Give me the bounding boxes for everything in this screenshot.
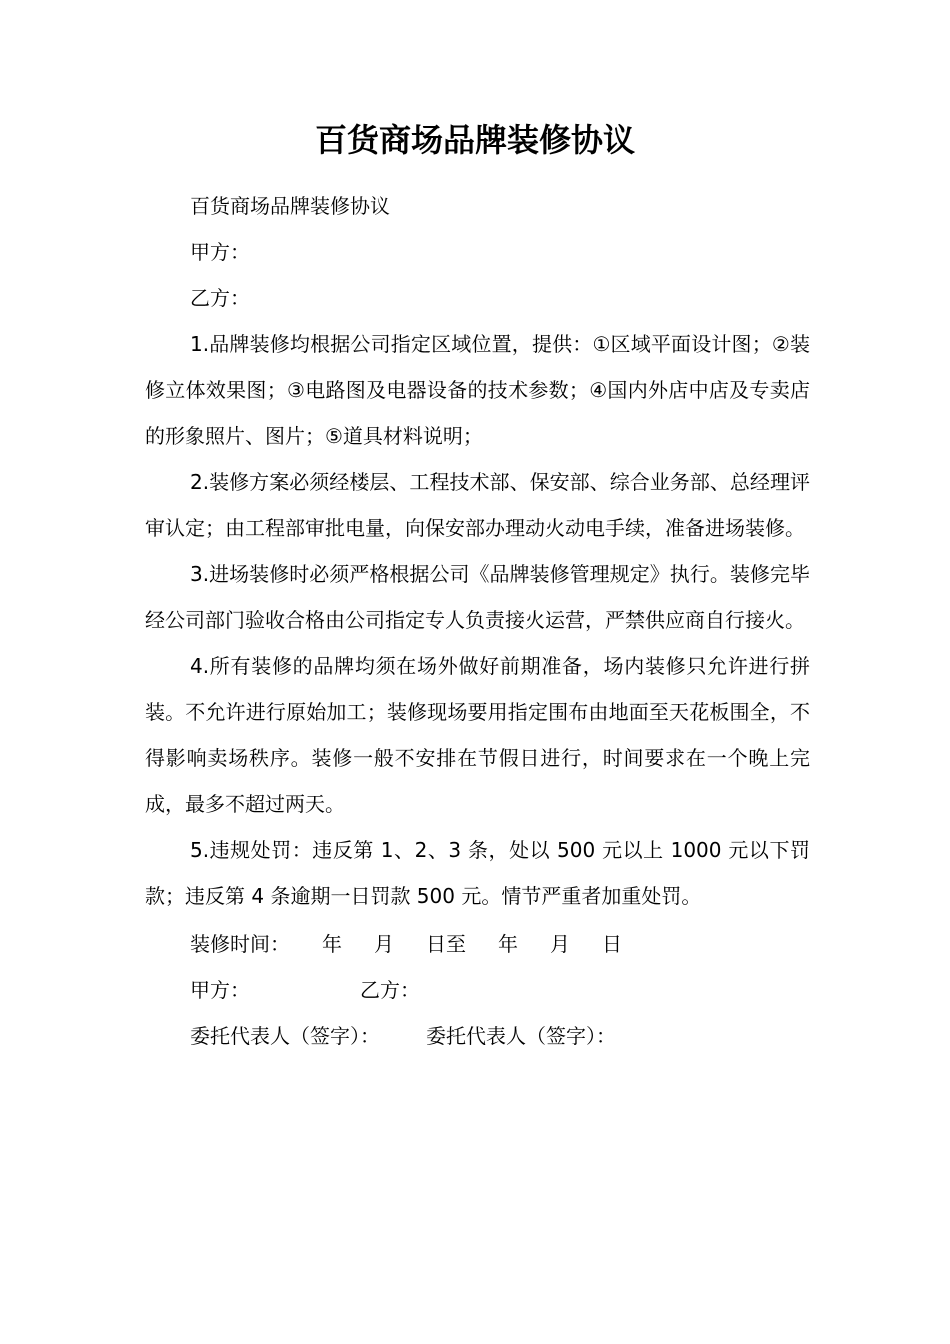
year-field-1: 年 — [322, 932, 342, 956]
decoration-time-label: 装修时间： — [190, 932, 290, 956]
document-subtitle: 百货商场品牌装修协议 — [190, 194, 390, 218]
decoration-time-line — [145, 921, 810, 967]
party-b-label: 乙方： — [190, 286, 250, 310]
sign-rep-a: 委托代表人（签字）： — [190, 1024, 380, 1048]
day-to-field: 日至 — [426, 932, 466, 956]
document-body — [145, 183, 810, 1059]
sign-party-a: 甲方： — [190, 978, 250, 1002]
year-field-2: 年 — [498, 932, 518, 956]
clause-1: 1.品牌装修均根据公司指定区域位置，提供：①区域平面设计图；②装修立体效果图；③电路图及电器设备的技术参数；④国内外店中店及专卖店的形象照片、图片；⑤道具材料说明； — [145, 332, 810, 448]
sign-party-b: 乙方： — [360, 978, 420, 1002]
day-field-2: 日 — [602, 932, 622, 956]
document-title: 百货商场品牌装修协议 — [314, 121, 635, 159]
sign-reps-line — [145, 1013, 810, 1059]
sign-parties-line — [145, 967, 810, 1013]
clause-2: 2.装修方案必须经楼层、工程技术部、保安部、综合业务部、总经理评审认定；由工程部审批电量，向保安部办理动火动电手续，准备进场装修。 — [145, 470, 810, 540]
clause-5: 5.违规处罚：违反第 1、2、3 条，处以 500 元以上 1000 元以下罚款；违反第 4 条逾期一日罚款 500 元。情节严重者加重处罚。 — [145, 838, 810, 908]
clause-3: 3.进场装修时必须严格根据公司《品牌装修管理规定》执行。装修完毕经公司部门验收合格由公司指定专人负责接火运营，严禁供应商自行接火。 — [145, 562, 810, 632]
party-a-label: 甲方： — [190, 240, 250, 264]
clause-4: 4.所有装修的品牌均须在场外做好前期准备，场内装修只允许进行拼装。不允许进行原始加工；装修现场要用指定围布由地面至天花板围全，不得影响卖场秩序。装修一般不安排在节假日进行，时间要求在一个晚上完成，最多不超过两天。 — [145, 654, 810, 816]
sign-rep-b: 委托代表人（签字）： — [426, 1024, 616, 1048]
month-field-1: 月 — [374, 932, 394, 956]
month-field-2: 月 — [550, 932, 570, 956]
